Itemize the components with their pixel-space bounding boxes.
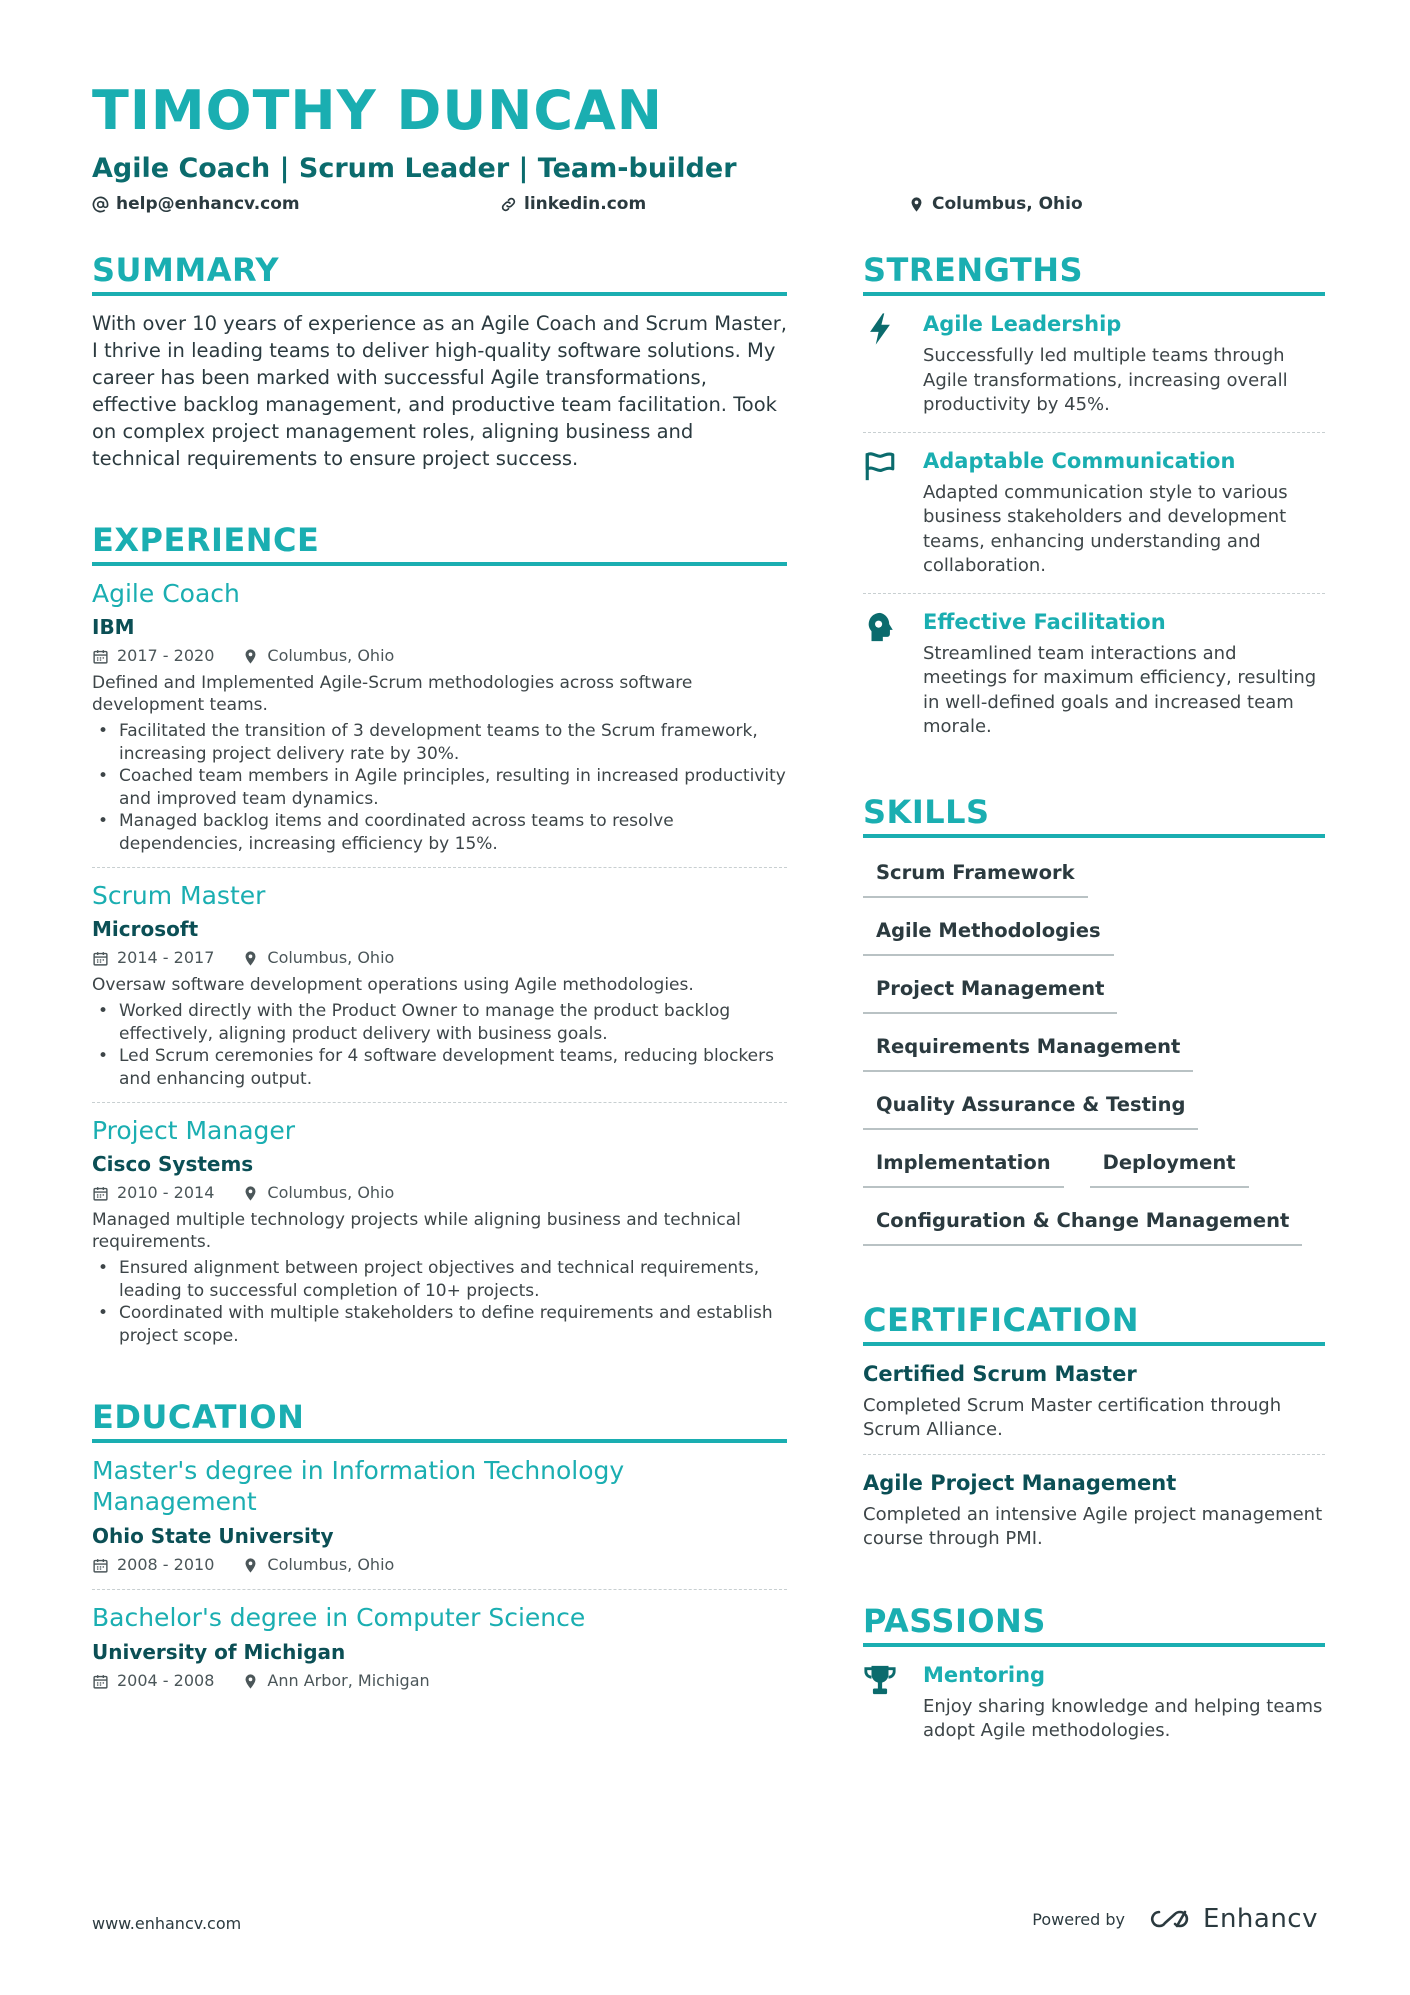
strength-title: Agile Leadership	[923, 312, 1122, 336]
job-dates	[92, 948, 214, 968]
job-description: Oversaw software development operations using Agile methodologies.	[92, 975, 694, 995]
powered-by-text: Powered by	[1032, 1909, 1126, 1929]
certification-description: Completed Scrum Master certification through Scrum Alliance.	[863, 1394, 1282, 1440]
summary-title: SUMMARY	[92, 250, 787, 296]
summary-section	[92, 250, 787, 472]
email-text: help@enhancv.com	[116, 194, 300, 214]
education-dates-text: 2004 - 2008	[117, 1671, 215, 1690]
strength-description: Streamlined team interactions and meetings for maximum efficiency, resulting in well-defined goals and increased team morale.	[923, 642, 1317, 737]
location-pin-icon	[242, 950, 259, 967]
job-bullet: • Worked directly with the Product Owner to manage the product backlog effectively, aligning product delivery with business goals.	[92, 1000, 787, 1045]
skills-list	[863, 838, 1325, 1246]
job-bullet: • Facilitated the transition of 3 development teams to the Scrum framework, increasing project delivery rate by 30%.	[92, 720, 787, 765]
experience-item	[92, 1102, 787, 1359]
certification-item	[863, 1346, 1325, 1454]
education-location	[242, 1555, 394, 1575]
degree-name: Master's degree in Information Technology Management	[92, 1456, 625, 1516]
education-location-text: Ann Arbor, Michigan	[267, 1671, 430, 1690]
job-meta	[92, 1183, 787, 1203]
job-dates	[92, 1183, 214, 1203]
job-company: Microsoft	[92, 917, 199, 941]
education-item	[92, 1443, 787, 1589]
job-company: Cisco Systems	[92, 1152, 254, 1176]
lightning-icon	[863, 310, 923, 418]
link-icon	[500, 196, 517, 213]
calendar-icon	[92, 1557, 109, 1574]
strengths-section	[863, 250, 1325, 754]
education-title: EDUCATION	[92, 1397, 787, 1443]
job-description: Managed multiple technology projects while aligning business and technical requirements.	[92, 1210, 741, 1252]
passion-title: Mentoring	[923, 1662, 1046, 1687]
degree-name: Bachelor's degree in Computer Science	[92, 1603, 586, 1632]
education-meta	[92, 1671, 787, 1691]
job-bullet: • Led Scrum ceremonies for 4 software development teams, reducing blockers and enhancing output.	[92, 1045, 787, 1090]
flag-icon	[863, 447, 923, 579]
skill-tag: Agile Methodologies	[863, 912, 1114, 956]
contact-email[interactable]	[92, 194, 300, 214]
skill-tag: Deployment	[1090, 1144, 1249, 1188]
trophy-icon	[863, 1661, 923, 1744]
candidate-name: TIMOTHY DUNCAN	[92, 79, 663, 142]
job-role: Project Manager	[92, 1116, 296, 1145]
calendar-icon	[92, 1185, 109, 1202]
education-section	[92, 1397, 787, 1705]
job-dates	[92, 646, 214, 666]
education-location	[242, 1671, 429, 1691]
experience-title: EXPERIENCE	[92, 520, 787, 566]
job-bullets	[92, 1257, 787, 1347]
calendar-icon	[92, 648, 109, 665]
contact-bar	[92, 194, 1322, 220]
job-location-text: Columbus, Ohio	[267, 646, 395, 665]
skill-tag: Project Management	[863, 970, 1117, 1014]
candidate-tagline: Agile Coach | Scrum Leader | Team-builder	[92, 153, 737, 184]
job-dates-text: 2010 - 2014	[117, 1183, 215, 1202]
skills-title: SKILLS	[863, 792, 1325, 838]
location-pin-icon	[242, 1557, 259, 1574]
job-meta	[92, 646, 787, 666]
strength-item	[863, 593, 1325, 754]
location-pin-icon	[242, 1185, 259, 1202]
job-bullet: • Coordinated with multiple stakeholders to define requirements and establish project scope.	[92, 1302, 787, 1347]
passion-description: Enjoy sharing knowledge and helping teams adopt Agile methodologies.	[923, 1695, 1323, 1741]
job-role: Scrum Master	[92, 881, 266, 910]
job-role: Agile Coach	[92, 579, 240, 608]
passion-item	[863, 1647, 1325, 1758]
job-meta	[92, 948, 787, 968]
job-dates-text: 2014 - 2017	[117, 948, 215, 967]
education-dates	[92, 1555, 214, 1575]
certification-name: Agile Project Management	[863, 1470, 1177, 1495]
strength-description: Adapted communication style to various business stakeholders and development teams, enhancing understanding and collaboration.	[923, 481, 1288, 576]
strength-title: Adaptable Communication	[923, 448, 1236, 473]
brand-name: Enhancv	[1203, 1904, 1318, 1934]
contact-linkedin[interactable]	[500, 194, 646, 214]
contact-location	[908, 194, 1083, 214]
education-dates-text: 2008 - 2010	[117, 1555, 215, 1574]
strengths-title: STRENGTHS	[863, 250, 1325, 296]
education-item	[92, 1589, 787, 1705]
job-bullets	[92, 720, 787, 855]
certification-title: CERTIFICATION	[863, 1300, 1325, 1346]
experience-item	[92, 566, 787, 867]
school-name: University of Michigan	[92, 1640, 346, 1664]
experience-section	[92, 520, 787, 1359]
skill-tag: Implementation	[863, 1144, 1064, 1188]
job-bullets	[92, 1000, 787, 1090]
school-name: Ohio State University	[92, 1524, 334, 1548]
resume-header	[92, 78, 1322, 220]
certification-description: Completed an intensive Agile project management course through PMI.	[863, 1503, 1323, 1549]
strength-title: Effective Facilitation	[923, 609, 1166, 634]
location-pin-icon	[908, 196, 925, 213]
education-dates	[92, 1671, 214, 1691]
strength-item	[863, 432, 1325, 593]
job-location-text: Columbus, Ohio	[267, 948, 395, 967]
certification-section	[863, 1300, 1325, 1563]
certification-name: Certified Scrum Master	[863, 1361, 1137, 1386]
job-bullet: • Ensured alignment between project objectives and technical requirements, leading to successful completion of 10+ projects.	[92, 1257, 787, 1302]
location-pin-icon	[242, 648, 259, 665]
passions-section	[863, 1601, 1325, 1758]
summary-text: With over 10 years of experience as an Agile Coach and Scrum Master, I thrive in leading teams to deliver high-quality software solutions. My career has been marked with successful Agile transformations, effective backlog management, and productive team facilitation. Took on complex project management roles, aligning business and technical requirements to ensure project success.	[92, 312, 787, 470]
education-location-text: Columbus, Ohio	[267, 1555, 395, 1574]
left-column	[92, 250, 787, 1705]
head-icon	[863, 608, 923, 740]
job-location	[242, 646, 394, 666]
location-text: Columbus, Ohio	[932, 194, 1083, 214]
at-icon	[92, 196, 109, 213]
strength-item	[863, 296, 1325, 432]
skill-tag: Requirements Management	[863, 1028, 1193, 1072]
enhancv-logo[interactable]	[1147, 1904, 1318, 1934]
infinity-logo-icon	[1147, 1907, 1193, 1931]
skill-tag: Scrum Framework	[863, 854, 1088, 898]
footer-branding	[1032, 1904, 1318, 1934]
skill-tag: Configuration & Change Management	[863, 1202, 1302, 1246]
job-bullet: • Managed backlog items and coordinated across teams to resolve dependencies, increasing efficiency by 15%.	[92, 810, 787, 855]
location-pin-icon	[242, 1673, 259, 1690]
certification-item	[863, 1454, 1325, 1563]
skills-section	[863, 792, 1325, 1246]
job-location	[242, 948, 394, 968]
job-location	[242, 1183, 394, 1203]
job-bullet: • Coached team members in Agile principles, resulting in increased productivity and improved team dynamics.	[92, 765, 787, 810]
calendar-icon	[92, 950, 109, 967]
experience-item	[92, 867, 787, 1102]
linkedin-text: linkedin.com	[524, 194, 647, 214]
job-location-text: Columbus, Ohio	[267, 1183, 395, 1202]
passions-title: PASSIONS	[863, 1601, 1325, 1647]
footer-website[interactable]: www.enhancv.com	[92, 1914, 242, 1933]
job-company: IBM	[92, 615, 135, 639]
strength-description: Successfully led multiple teams through Agile transformations, increasing overall productivity by 45%.	[923, 345, 1288, 415]
education-meta	[92, 1555, 787, 1575]
calendar-icon	[92, 1673, 109, 1690]
job-description: Defined and Implemented Agile-Scrum methodologies across software development teams.	[92, 673, 693, 715]
right-column	[863, 250, 1325, 1758]
job-dates-text: 2017 - 2020	[117, 646, 215, 665]
skill-tag: Quality Assurance & Testing	[863, 1086, 1198, 1130]
